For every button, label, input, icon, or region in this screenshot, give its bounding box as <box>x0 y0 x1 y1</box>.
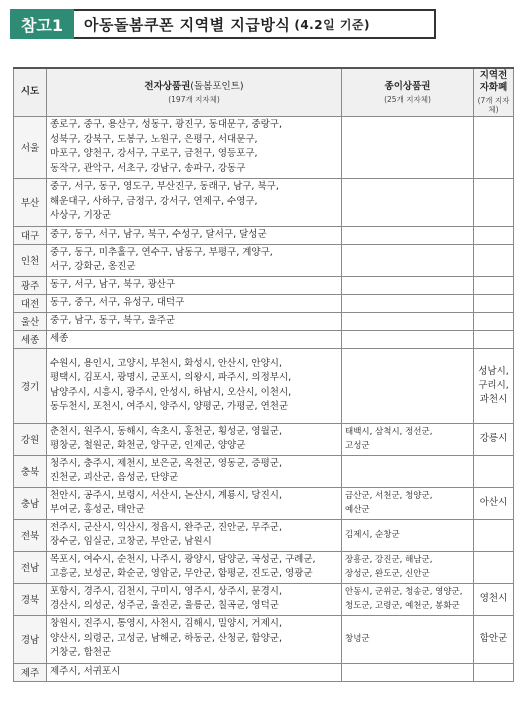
local-currency-cell <box>474 663 514 681</box>
region-cell: 충남 <box>14 487 47 519</box>
electronic-voucher-cell: 세종 <box>47 330 342 348</box>
table-row <box>14 455 514 487</box>
electronic-voucher-cell: 종로구, 중구, 용산구, 성동구, 광진구, 동대문구, 중랑구, 성북구, 강북구, 도봉구, 노원구, 은평구, 서대문구, 마포구, 양천구, 강서구, 구로구, 금천구, 영등포구, 동작구, 관악구, 서초구, 강남구, 송파구, 강동구 <box>47 116 342 178</box>
electronic-voucher-cell: 목포시, 여수시, 순천시, 나주시, 광양시, 담양군, 곡성군, 구례군, 고흥군, 보성군, 화순군, 영암군, 무안군, 함평군, 진도군, 영광군 <box>47 551 342 583</box>
local-currency-cell <box>474 178 514 226</box>
electronic-voucher-cell: 중구, 서구, 동구, 영도구, 부산진구, 동래구, 남구, 북구, 해운대구, 사하구, 금정구, 강서구, 연제구, 수영구, 사상구, 기장군 <box>47 178 342 226</box>
table-row <box>14 663 514 681</box>
paper-voucher-cell <box>342 276 474 294</box>
local-currency-cell <box>474 312 514 330</box>
electronic-voucher-cell: 제주시, 서귀포시 <box>47 663 342 681</box>
region-cell: 경북 <box>14 583 47 615</box>
local-currency-cell <box>474 519 514 551</box>
region-cell: 강원 <box>14 423 47 455</box>
electronic-voucher-cell: 춘천시, 원주시, 동해시, 속초시, 홍천군, 횡성군, 영월군, 평창군, 철원군, 화천군, 양구군, 인제군, 양양군 <box>47 423 342 455</box>
table-row <box>14 178 514 226</box>
paper-voucher-cell: 창녕군 <box>342 615 474 663</box>
local-currency-cell: 강릉시 <box>474 423 514 455</box>
paper-voucher-cell: 금산군, 서천군, 청양군, 예산군 <box>342 487 474 519</box>
local-currency-cell: 아산시 <box>474 487 514 519</box>
region-cell: 부산 <box>14 178 47 226</box>
region-cell: 제주 <box>14 663 47 681</box>
table-row <box>14 226 514 244</box>
electronic-voucher-cell: 수원시, 용인시, 고양시, 부천시, 화성시, 안산시, 안양시, 평택시, 김포시, 광명시, 군포시, 의왕시, 파주시, 의정부시, 남양주시, 시흥시, 광주시, 안성시, 하남시, 오산시, 이천시, 동두천시, 포천시, 여주시, 양주시, 양평군, 가평군, 연천군 <box>47 348 342 423</box>
title-date-note: (4.2일 기준) <box>294 17 371 32</box>
electronic-unit: (돌봄포인트) <box>190 80 244 92</box>
region-cell: 충북 <box>14 455 47 487</box>
local-count: (7개 지자체) <box>477 95 510 115</box>
paper-voucher-cell <box>342 244 474 276</box>
table-row <box>14 551 514 583</box>
paper-voucher-cell <box>342 455 474 487</box>
table-row <box>14 312 514 330</box>
local-currency-cell: 영천시 <box>474 583 514 615</box>
region-cell: 광주 <box>14 276 47 294</box>
paper-voucher-cell: 김제시, 순창군 <box>342 519 474 551</box>
region-cell: 울산 <box>14 312 47 330</box>
electronic-voucher-cell: 청주시, 충주시, 제천시, 보은군, 옥천군, 영동군, 증평군, 진천군, 괴산군, 음성군, 단양군 <box>47 455 342 487</box>
region-header: 시도 <box>14 68 47 116</box>
electronic-voucher-cell: 동구, 중구, 서구, 유성구, 대덕구 <box>47 294 342 312</box>
table-body <box>14 116 514 681</box>
table-row <box>14 519 514 551</box>
table-row <box>14 583 514 615</box>
paper-voucher-cell <box>342 178 474 226</box>
region-cell: 경남 <box>14 615 47 663</box>
local-currency-cell <box>474 276 514 294</box>
local-currency-cell: 성남시, 구리시, 과천시 <box>474 348 514 423</box>
table-row <box>14 244 514 276</box>
paper-voucher-cell <box>342 348 474 423</box>
payment-method-table <box>13 67 514 682</box>
region-cell: 경기 <box>14 348 47 423</box>
table-row <box>14 330 514 348</box>
table-header-row <box>14 68 514 116</box>
paper-count: (25개 지자체) <box>384 94 431 104</box>
electronic-voucher-cell: 동구, 서구, 남구, 북구, 광산구 <box>47 276 342 294</box>
table-row <box>14 116 514 178</box>
local-currency-cell <box>474 294 514 312</box>
table-row <box>14 487 514 519</box>
paper-voucher-cell <box>342 663 474 681</box>
region-cell: 대전 <box>14 294 47 312</box>
electronic-title: 전자상품권 <box>144 80 191 92</box>
paper-voucher-cell <box>342 312 474 330</box>
reference-badge: 참고1 <box>10 9 74 39</box>
table-row <box>14 615 514 663</box>
paper-voucher-cell: 장흥군, 강진군, 해남군, 장성군, 완도군, 신안군 <box>342 551 474 583</box>
local-currency-cell <box>474 551 514 583</box>
paper-voucher-cell <box>342 294 474 312</box>
paper-voucher-cell <box>342 226 474 244</box>
table-row <box>14 348 514 423</box>
electronic-voucher-cell: 포항시, 경주시, 김천시, 구미시, 영주시, 상주시, 문경시, 경산시, 의성군, 성주군, 울진군, 울릉군, 칠곡군, 영덕군 <box>47 583 342 615</box>
local-currency-cell <box>474 226 514 244</box>
local-currency-cell <box>474 116 514 178</box>
electronic-voucher-cell: 중구, 동구, 미추홀구, 연수구, 남동구, 부평구, 계양구, 서구, 강화군, 옹진군 <box>47 244 342 276</box>
title-text: 아동돌봄쿠폰 지역별 지급방식 <box>84 15 291 34</box>
electronic-voucher-cell: 중구, 남구, 동구, 북구, 울주군 <box>47 312 342 330</box>
page-title <box>74 9 436 39</box>
paper-voucher-cell <box>342 116 474 178</box>
region-cell: 전남 <box>14 551 47 583</box>
local-currency-cell <box>474 244 514 276</box>
region-cell: 서울 <box>14 116 47 178</box>
table-row <box>14 423 514 455</box>
region-cell: 전북 <box>14 519 47 551</box>
table-row <box>14 276 514 294</box>
electronic-voucher-cell: 천안시, 공주시, 보령시, 서산시, 논산시, 계룡시, 당진시, 부여군, 홍성군, 태안군 <box>47 487 342 519</box>
electronic-voucher-cell: 전주시, 군산시, 익산시, 정읍시, 완주군, 진안군, 무주군, 장수군, 임실군, 고창군, 부안군, 남원시 <box>47 519 342 551</box>
electronic-count: (197개 지자체) <box>168 94 220 104</box>
local-currency-cell: 함안군 <box>474 615 514 663</box>
table-row <box>14 294 514 312</box>
region-cell: 대구 <box>14 226 47 244</box>
paper-voucher-header <box>342 68 474 116</box>
region-cell: 세종 <box>14 330 47 348</box>
paper-title: 종이상품권 <box>384 80 431 92</box>
paper-voucher-cell <box>342 330 474 348</box>
region-cell: 인천 <box>14 244 47 276</box>
local-title: 지역전자화폐 <box>479 70 508 93</box>
electronic-voucher-header <box>47 68 342 116</box>
local-currency-header <box>474 68 514 116</box>
paper-voucher-cell: 안동시, 군위군, 청송군, 영양군, 청도군, 고령군, 예천군, 봉화군 <box>342 583 474 615</box>
paper-voucher-cell: 태백시, 삼척시, 정선군, 고성군 <box>342 423 474 455</box>
electronic-voucher-cell: 창원시, 진주시, 통영시, 사천시, 김해시, 밀양시, 거제시, 양산시, 의령군, 고성군, 남해군, 하동군, 산청군, 함양군, 거창군, 합천군 <box>47 615 342 663</box>
page-header <box>10 9 436 39</box>
local-currency-cell <box>474 455 514 487</box>
local-currency-cell <box>474 330 514 348</box>
electronic-voucher-cell: 중구, 동구, 서구, 남구, 북구, 수성구, 달서구, 달성군 <box>47 226 342 244</box>
